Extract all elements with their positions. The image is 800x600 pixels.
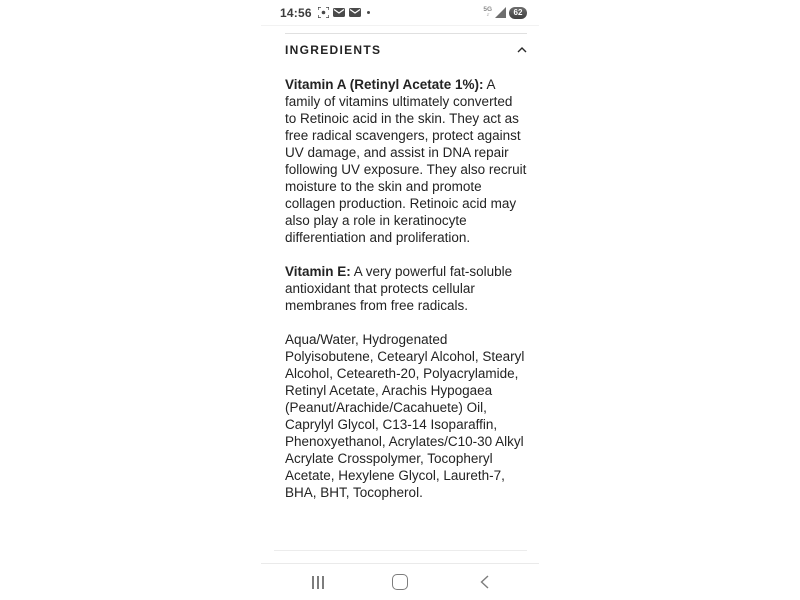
- network-label: 5G: [483, 5, 492, 13]
- paragraph-ingredient-list: [285, 331, 527, 501]
- paragraph-vitamin-e: [285, 263, 527, 314]
- paragraph-vitamin-a: [285, 76, 527, 246]
- status-bar-right: [483, 7, 527, 19]
- paragraph-body: A family of vitamins ultimately converted to Retinoic acid in the skin. They act as free radical scavengers, protect against UV damage, and assist in DNA repair following UV exposure. They also recruit moisture to the skin and promote collagen production. Retinoic acid may also play a role in keratinocyte differentiation and proliferation.: [285, 77, 527, 245]
- home-icon: [392, 574, 408, 590]
- status-time: 14:56: [280, 5, 312, 20]
- paragraph-lead: Vitamin E:: [285, 264, 351, 279]
- screen-record-icon: [318, 7, 329, 18]
- paragraph-lead: Vitamin A (Retinyl Acetate 1%):: [285, 77, 484, 92]
- android-nav-bar: [261, 563, 539, 600]
- back-icon: [480, 575, 489, 589]
- paragraph-body: A very powerful fat-soluble antioxidant that protects cellular membranes from free radicals.: [285, 264, 513, 313]
- more-notifications-dot: [367, 11, 370, 14]
- chevron-up-icon[interactable]: [517, 47, 527, 53]
- battery-indicator: [509, 7, 527, 19]
- phone-screen: [261, 0, 539, 600]
- data-arrows-icon: ↓↑: [486, 12, 490, 19]
- network-5g-indicator: [483, 7, 492, 19]
- mail-icon: [333, 8, 345, 17]
- recents-icon: [312, 576, 324, 589]
- accordion-title: INGREDIENTS: [285, 43, 382, 57]
- status-bar: [261, 0, 539, 26]
- status-bar-left: [280, 6, 370, 20]
- accordion-header-ingredients[interactable]: [285, 33, 527, 57]
- paragraph-body: Aqua/Water, Hydrogenated Polyisobutene, Cetearyl Alcohol, Stearyl Alcohol, Ceteareth-20, Polyacrylamide, Retinyl Acetate, Arachis Hypogaea (Peanut/Arachide/Cacahuete) Oil, Caprylyl Glycol, C13-14 Isoparaffin, Phenoxyethanol, Acrylates/C10-30 Alkyl Acrylate Crosspolymer, Tocopheryl Acetate, Hexylene Glycol, Laureth-7, BHA, BHT, Tocopherol.: [285, 332, 525, 500]
- mail-icon: [349, 8, 361, 17]
- section-divider: [274, 550, 527, 551]
- signal-strength-icon: [495, 7, 506, 18]
- back-button[interactable]: [469, 564, 499, 600]
- home-button[interactable]: [385, 564, 415, 600]
- ingredients-section: [261, 26, 539, 563]
- recents-button[interactable]: [303, 564, 333, 600]
- battery-percent: 62: [513, 8, 523, 17]
